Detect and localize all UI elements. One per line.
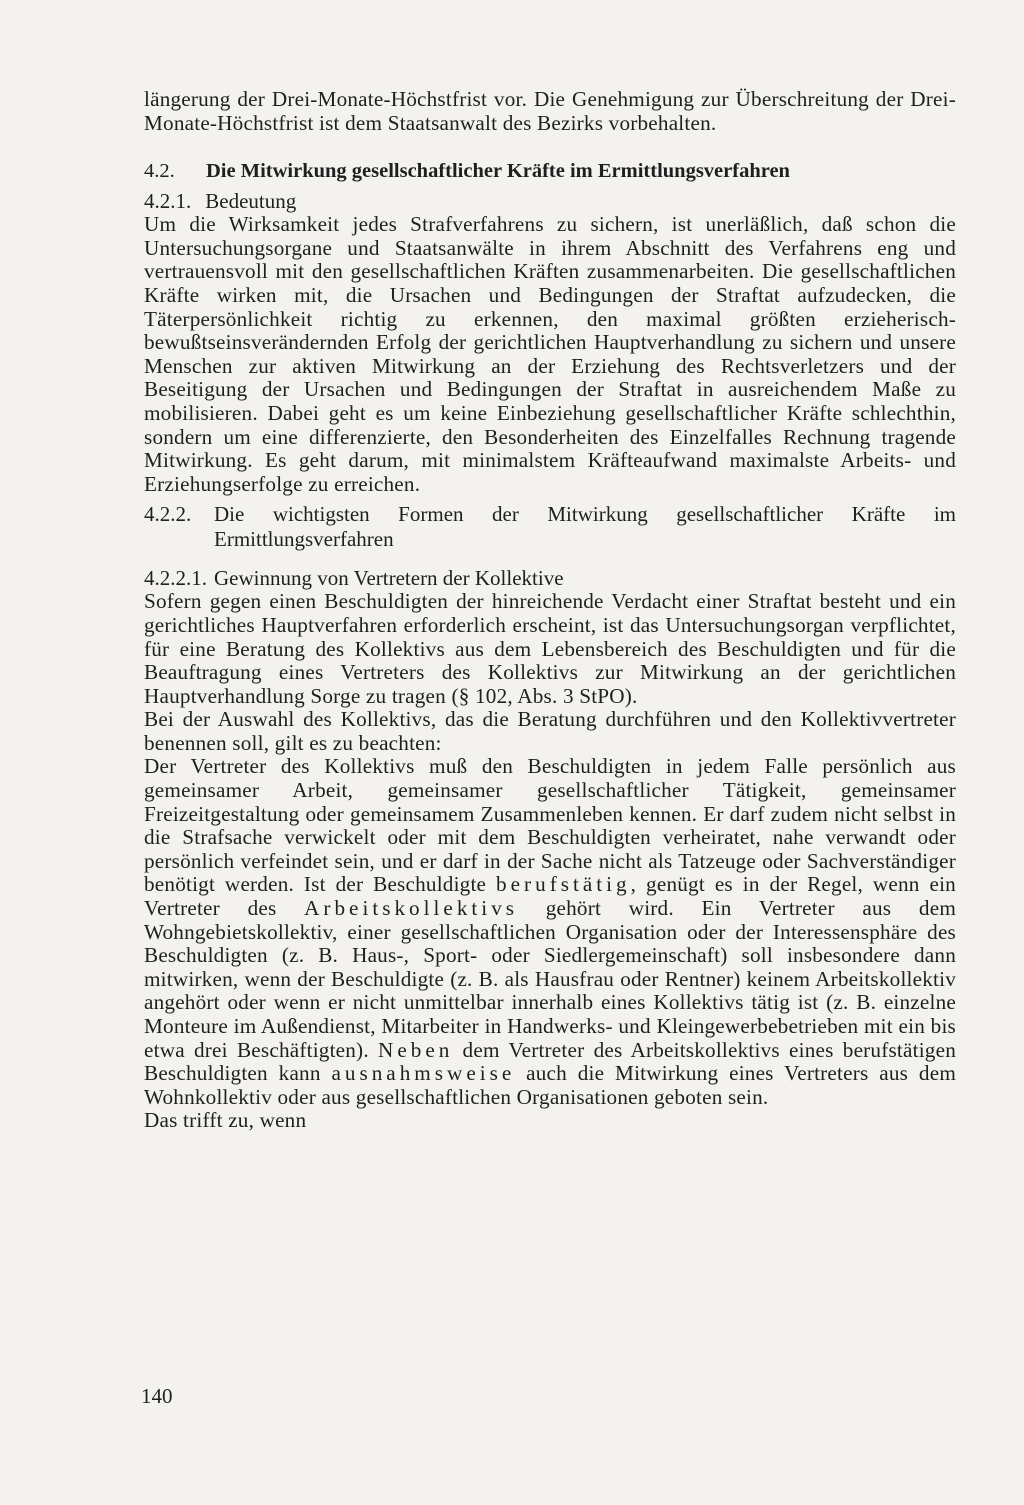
text-run: auch die Mitwirkung eines Vertreters aus dem Wohnkollektiv oder aus gesellschaftlichen Organisationen geboten sein. bbox=[144, 1061, 956, 1109]
subsection-title: Gewinnung von Vertretern der Kollektive bbox=[214, 566, 564, 591]
text-run: dem Vertreter des Arbeitskollektivs eines berufstätigen Beschuldigten kann bbox=[144, 1037, 956, 1086]
page-number: 140 bbox=[141, 1384, 173, 1408]
text-column bbox=[144, 88, 956, 1133]
subsection-heading-4-2-1 bbox=[144, 189, 956, 213]
text-run: , genügt es in der Regel, wenn ein Vertreter des bbox=[144, 872, 956, 921]
paragraph-sofern: Sofern gegen einen Beschuldigten der hinreichende Verdacht einer Straftat besteht und ein gerichtliches Hauptverfahren erforderlich erscheint, ist das Untersuchungsorgan verpflichtet, für eine Beratung des Kollektivs aus dem Lebensbereich des Beschuldigten und für die Beauftragung eines Vertreters des Kollektivs zur Mitwirkung an der gerichtlichen Hauptverhandlung Sorge zu tragen (§ 102, Abs. 3 StPO). bbox=[144, 589, 956, 708]
section-title: Die Mitwirkung gesellschaftlicher Kräfte im Ermittlungsverfahren bbox=[206, 160, 790, 183]
subsection-number: 4.2.1. bbox=[144, 189, 192, 214]
subsection-title: Die wichtigsten Formen der Mitwirkung gesellschaftlicher Kräfte im Ermittlungsverfahren bbox=[214, 502, 956, 552]
spaced-emphasis: ausnahmsweise bbox=[331, 1061, 516, 1086]
subsection-heading-4-2-2 bbox=[144, 502, 956, 552]
section-heading-4-2 bbox=[144, 159, 956, 183]
intro-paragraph: längerung der Drei-Monate-Höchstfrist vor. Die Genehmigung zur Überschreitung der Drei-Monate-Höchstfrist ist dem Staatsanwalt des Bezirks vorbehalten. bbox=[144, 87, 956, 135]
spaced-emphasis: Neben bbox=[378, 1037, 454, 1062]
spaced-emphasis: Arbeitskollektivs bbox=[304, 896, 519, 921]
text-run: gehört wird. Ein Vertreter aus dem Wohngebietskollektiv, einer gesellschaftlichen Organisation oder der Interessensphäre des Beschuldigten (z. B. Haus-, Sport- oder Siedlergemeinschaft) soll insbesondere dann mitwirken, wenn der Beschuldigte (z. B. als Hausfrau oder Rentner) keinem Arbeitskollektiv angehört oder wenn er nicht unmittelbar innerhalb eines Kollektivs tätig ist (z. B. einzelne Monteure im Außendienst, Mitarbeiter in Handwerks- und Kleingewerbebetrieben mit ein bis etwa drei Beschäftigten). bbox=[144, 896, 956, 1062]
paragraph-auswahl: Bei der Auswahl des Kollektivs, das die Beratung durchführen und den Kollektivvertreter benennen soll, gilt es zu beachten: bbox=[144, 707, 956, 755]
subsection-number: 4.2.2. bbox=[144, 502, 192, 527]
paragraph-vertreter bbox=[144, 755, 956, 1109]
subsection-number: 4.2.2.1. bbox=[144, 566, 207, 591]
paragraph-das-trifft: Das trifft zu, wenn bbox=[144, 1108, 307, 1133]
paragraph-bedeutung: Um die Wirksamkeit jedes Strafverfahrens zu sichern, ist unerläßlich, daß schon die Untersuchungsorgane und Staatsanwälte in ihrem Abschnitt des Verfahrens eng und vertrauensvoll mit den gesellschaftlichen Kräften zusammenarbeiten. Die gesellschaftlichen Kräfte wirken mit, die Ursachen und Bedingungen der Straftat aufzudecken, die Täterpersönlichkeit richtig zu erkennen, den maximal größten erzieherisch-bewußtseinsverändernden Erfolg der gerichtlichen Hauptverhandlung zu sichern und unsere Menschen zur aktiven Mitwirkung an der Erziehung des Rechtsverletzers und der Beseitigung der Ursachen und Bedingungen der Straftat in ausreichendem Maße zu mobilisieren. Dabei geht es um keine Einbeziehung gesellschaftlicher Kräfte schlechthin, sondern um eine differenzierte, den Besonderheiten des Einzelfalles Rechnung tragende Mitwirkung. Es geht darum, mit minimalstem Kräfteaufwand maximalste Arbeits- und Erziehungserfolge zu erreichen. bbox=[144, 212, 956, 496]
subsection-title: Bedeutung bbox=[205, 189, 297, 214]
text-run: Der Vertreter des Kollektivs muß den Beschuldigten in jedem Falle persönlich aus gemeinsamer Arbeit, gemeinsamer gesellschaftlicher Tätigkeit, gemeinsamer Freizeitgestaltung oder gemeinsamem Zusammenleben kennen. Er darf zudem nicht selbst in die Strafsache verwickelt oder mit dem Beschuldigten verheiratet, nahe verwandt oder persönlich verfeindet sein, und er darf in der Sache nicht als Tatzeuge oder Sachverständiger benötigt werden. Ist der Beschuldigte bbox=[144, 754, 956, 897]
subsection-heading-4-2-2-1 bbox=[144, 566, 956, 590]
spaced-emphasis: berufstätig bbox=[496, 872, 631, 897]
section-number: 4.2. bbox=[144, 160, 175, 183]
